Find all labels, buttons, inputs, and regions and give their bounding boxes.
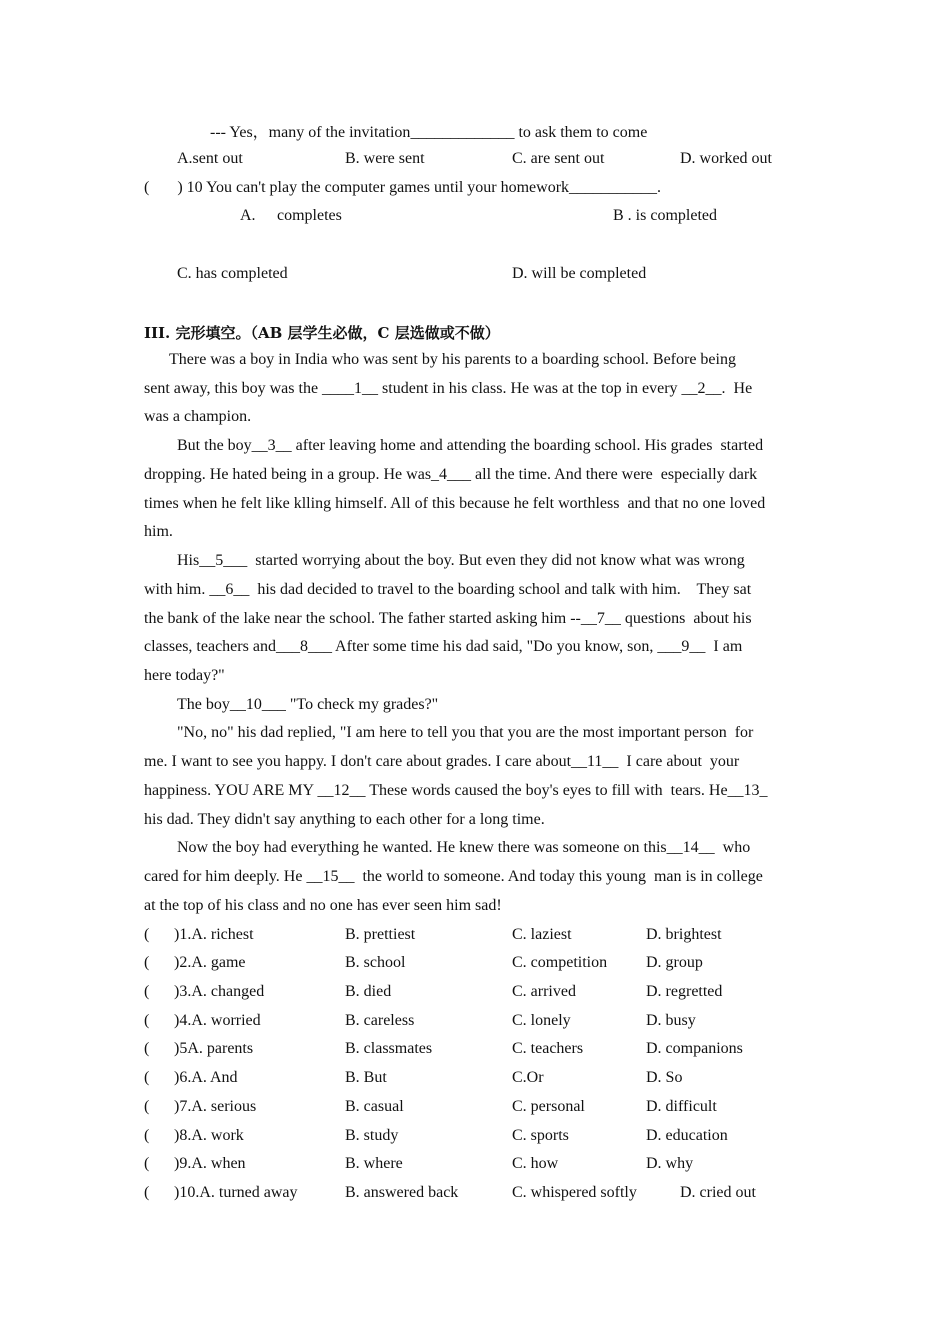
choice-option-c: C. laziest — [512, 926, 572, 943]
q10-text: 10 You can't play the computer games until your homework — [186, 179, 570, 196]
passage-line: His__5___ started worrying about the boy. But even they did not know what was wrong — [177, 552, 745, 569]
choice-paren: ( — [144, 1098, 150, 1115]
passage-line: cared for him deeply. He __15__ the world to someone. And today this young man is in college — [144, 868, 763, 885]
passage-line: "No, no" his dad replied, "I am here to tell you that you are the most important person for — [177, 724, 754, 741]
passage-line: sent away, this boy was the ____1__ student in his class. He was at the top in every __2__. He — [144, 380, 753, 397]
blank-13: __13_ — [727, 782, 768, 799]
passage-line: classes, teachers and___8___ After some time his dad said, "Do you know, son, ___9__ I am — [144, 638, 743, 655]
choice-option-d: D. brightest — [646, 926, 722, 943]
choice-option-a: )10.A. turned away — [174, 1184, 298, 1201]
blank-8: ___8___ — [275, 638, 332, 655]
q9-option-c: C. are sent out — [512, 150, 605, 167]
passage-line: dropping. He hated being in a group. He was_4___ all the time. And there were especially dark — [144, 466, 758, 483]
choice-option-a: )8.A. work — [174, 1127, 244, 1144]
choice-option-d: D. companions — [646, 1040, 743, 1057]
q10-question — [144, 178, 661, 198]
choice-option-d: D. cried out — [680, 1184, 756, 1201]
choice-option-c: C.Or — [512, 1069, 544, 1086]
choice-option-b: B. classmates — [345, 1040, 433, 1057]
passage-line: was a champion. — [144, 408, 252, 425]
passage-line: happiness. YOU ARE MY __12__ These words caused the boy's eyes to fill with tears. He__13_ — [144, 782, 768, 799]
passage-line: here today?" — [144, 667, 225, 684]
blank-3: __3__ — [251, 437, 292, 454]
passage-line: the bank of the lake near the school. The father started asking him --__7__ questions about his — [144, 610, 752, 627]
choice-option-d: D. busy — [646, 1012, 696, 1029]
choice-option-d: D. education — [646, 1127, 728, 1144]
blank-4: _4___ — [431, 466, 472, 483]
choice-option-a: )1.A. richest — [174, 926, 254, 943]
q10-blank: ___________ — [569, 179, 658, 196]
blank-12: __12__ — [317, 782, 366, 799]
blank-7: __7__ — [580, 610, 621, 627]
blank-14: __14__ — [666, 839, 715, 856]
choice-option-c: C. competition — [512, 954, 608, 971]
choice-paren: ( — [144, 1040, 150, 1057]
choice-option-c: C. teachers — [512, 1040, 584, 1057]
choice-option-a: )4.A. worried — [174, 1012, 261, 1029]
choice-option-d: D. regretted — [646, 983, 723, 1000]
blank-9: ___9__ — [657, 638, 706, 655]
q9-option-d: D. worked out — [680, 150, 772, 167]
passage-line: with him. __6__ his dad decided to travel to the boarding school and talk with him. They sat — [144, 581, 752, 598]
q9-text: --- Yes，many of the invitation — [210, 124, 411, 141]
q9-text-rest: to ask them to come — [514, 124, 648, 141]
choice-option-a: )9.A. when — [174, 1155, 246, 1172]
q10-close-paren: ) — [177, 179, 183, 196]
q10-option-c: C. has completed — [177, 265, 288, 282]
choice-option-d: D. why — [646, 1155, 694, 1172]
choice-option-a: )6.A. And — [174, 1069, 238, 1086]
q10-option-a: completes — [277, 207, 342, 224]
blank-15: __15__ — [306, 868, 355, 885]
choice-option-c: C. lonely — [512, 1012, 571, 1029]
blank-1: ____1__ — [322, 380, 379, 397]
q10-period: . — [657, 179, 662, 196]
choice-option-a: )5A. parents — [174, 1040, 254, 1057]
passage-line: There was a boy in India who was sent by his parents to a boarding school. Before being — [169, 351, 736, 368]
choice-option-c: C. how — [512, 1155, 559, 1172]
choice-option-a: )7.A. serious — [174, 1098, 257, 1115]
passage-line: The boy__10___ "To check my grades?" — [177, 696, 439, 713]
choice-paren: ( — [144, 954, 150, 971]
choice-option-c: C. sports — [512, 1127, 569, 1144]
blank-6: __6__ — [209, 581, 250, 598]
choice-option-c: C. personal — [512, 1098, 585, 1115]
choice-option-b: B. casual — [345, 1098, 404, 1115]
choice-option-c: C. whispered softly — [512, 1184, 637, 1201]
choice-option-a: )2.A. game — [174, 954, 246, 971]
passage-line: Now the boy had everything he wanted. He knew there was someone on this__14__ who — [177, 839, 751, 856]
section-title: III. 完形填空。（AB 层学生必做，C 层选做或不做） — [144, 324, 500, 342]
choice-paren: ( — [144, 983, 150, 1000]
q9-option-a: A.sent out — [177, 150, 243, 167]
choice-paren: ( — [144, 1012, 150, 1029]
passage-line: his dad. They didn't say anything to each other for a long time. — [144, 811, 545, 828]
choice-paren: ( — [144, 1069, 150, 1086]
choice-option-b: B. But — [345, 1069, 387, 1086]
choice-option-b: B. careless — [345, 1012, 415, 1029]
choice-option-d: D. So — [646, 1069, 683, 1086]
choice-option-b: B. died — [345, 983, 392, 1000]
passage-line: at the top of his class and no one has ever seen him sad! — [144, 897, 502, 914]
passage-line: But the boy__3__ after leaving home and attending the boarding school. His grades started — [177, 437, 764, 454]
choice-option-b: B. study — [345, 1127, 399, 1144]
q10-option-d: D. will be completed — [512, 265, 647, 282]
q10-open-paren: ( — [144, 179, 150, 196]
choice-option-d: D. difficult — [646, 1098, 717, 1115]
passage-line: times when he felt like klling himself. All of this because he felt worthless and that no one loved — [144, 495, 766, 512]
choice-option-b: B. where — [345, 1155, 403, 1172]
q9-blank: _____________ — [410, 124, 515, 141]
choice-option-d: D. group — [646, 954, 703, 971]
blank-5: __5___ — [199, 552, 248, 569]
q10-option-a-label: A. — [240, 207, 256, 224]
choice-paren: ( — [144, 1127, 150, 1144]
blank-11: __11__ — [571, 753, 619, 770]
q10-option-b: B . is completed — [613, 207, 717, 224]
choice-option-a: )3.A. changed — [174, 983, 265, 1000]
choice-paren: ( — [144, 926, 150, 943]
q9-answer-line — [210, 123, 647, 143]
blank-10: __10___ — [229, 696, 286, 713]
passage-line: me. I want to see you happy. I don't care about grades. I care about__11__ I care about your — [144, 753, 740, 770]
blank-2: __2__ — [681, 380, 722, 397]
choice-option-b: B. school — [345, 954, 406, 971]
passage-line: him. — [144, 523, 173, 540]
q9-option-b: B. were sent — [345, 150, 425, 167]
choice-option-b: B. prettiest — [345, 926, 416, 943]
choice-option-c: C. arrived — [512, 983, 576, 1000]
choice-paren: ( — [144, 1155, 150, 1172]
choice-paren: ( — [144, 1184, 150, 1201]
choice-option-b: B. answered back — [345, 1184, 459, 1201]
